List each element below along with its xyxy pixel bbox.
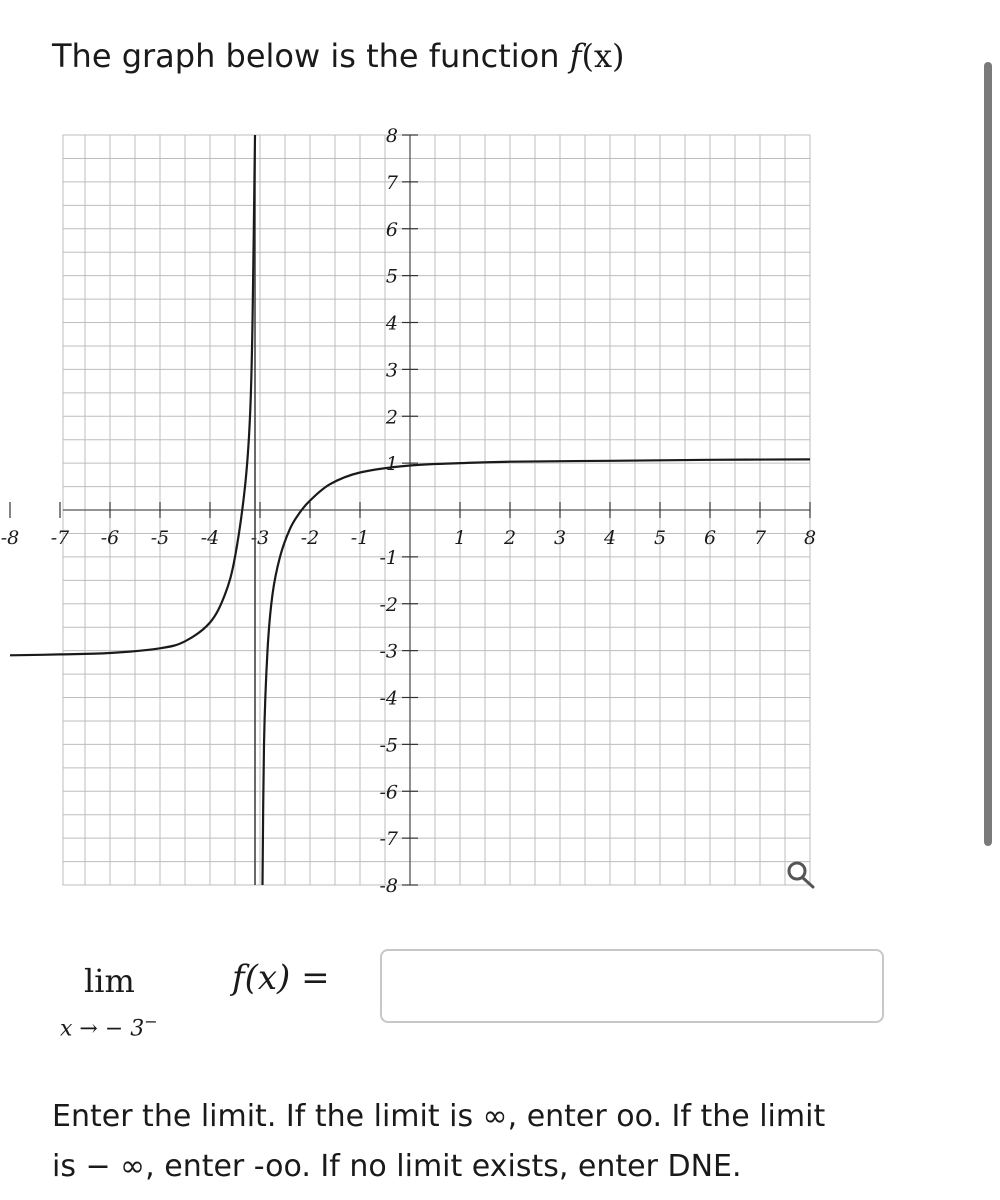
y-tick-label: 4 — [385, 312, 398, 335]
graph-grid — [10, 135, 810, 885]
y-tick-label: -3 — [379, 640, 398, 663]
x-tick-label: -3 — [250, 527, 270, 549]
y-tick-label: -6 — [379, 781, 398, 804]
y-tick-label: -8 — [379, 875, 398, 897]
y-tick-label: -5 — [379, 734, 398, 757]
x-tick-label: -8 — [0, 527, 20, 549]
instructions-line-1: Enter the limit. If the limit is ∞, enter oo. If the limit — [52, 1099, 826, 1134]
y-tick-label: 5 — [385, 265, 398, 288]
y-tick-label: -1 — [379, 546, 398, 569]
limit-answer-input[interactable] — [380, 949, 884, 1023]
prompt-text: The graph below is the function — [52, 37, 560, 75]
x-tick-label: -2 — [300, 527, 320, 549]
limit-word: lim — [84, 962, 135, 1000]
x-tick-label: -5 — [150, 527, 170, 549]
y-tick-label: -2 — [379, 593, 398, 616]
instructions-line-2: is − ∞, enter -oo. If no limit exists, enter DNE. — [52, 1149, 742, 1184]
x-tick-label: -4 — [200, 527, 220, 549]
x-tick-label: 2 — [503, 527, 517, 549]
function-arg: (x) — [581, 37, 625, 75]
function-name: f — [569, 37, 582, 75]
x-tick-label: 3 — [553, 527, 567, 549]
y-tick-label: 1 — [385, 453, 398, 476]
x-tick-label: 1 — [453, 527, 467, 549]
x-tick-label: 6 — [703, 527, 717, 549]
curve-branch-2 — [263, 459, 811, 885]
y-tick-label: 8 — [385, 125, 398, 147]
graph-tick-labels — [1, 125, 816, 897]
magnifier-icon[interactable] — [789, 863, 813, 887]
curve-branch-1 — [10, 135, 255, 655]
y-tick-label: 3 — [385, 359, 398, 382]
y-tick-label: 7 — [385, 171, 398, 194]
x-tick-label: -7 — [50, 527, 70, 549]
instructions — [52, 1092, 952, 1192]
y-tick-label: 2 — [385, 406, 398, 429]
y-tick-label: 6 — [385, 218, 398, 241]
x-tick-label: -1 — [350, 527, 370, 549]
y-tick-label: -4 — [379, 687, 398, 710]
limit-expression: f(x) = — [232, 958, 330, 998]
x-tick-label: 5 — [653, 527, 667, 549]
limit-side: − — [144, 1012, 158, 1031]
x-tick-label: 8 — [803, 527, 817, 549]
x-tick-label: 7 — [753, 527, 767, 549]
y-tick-label: -7 — [379, 828, 398, 851]
x-tick-label: -6 — [100, 527, 120, 549]
limit-approach: x → − 3− — [60, 1012, 158, 1042]
page-scrollbar[interactable] — [984, 62, 992, 846]
x-tick-label: 4 — [603, 527, 617, 549]
